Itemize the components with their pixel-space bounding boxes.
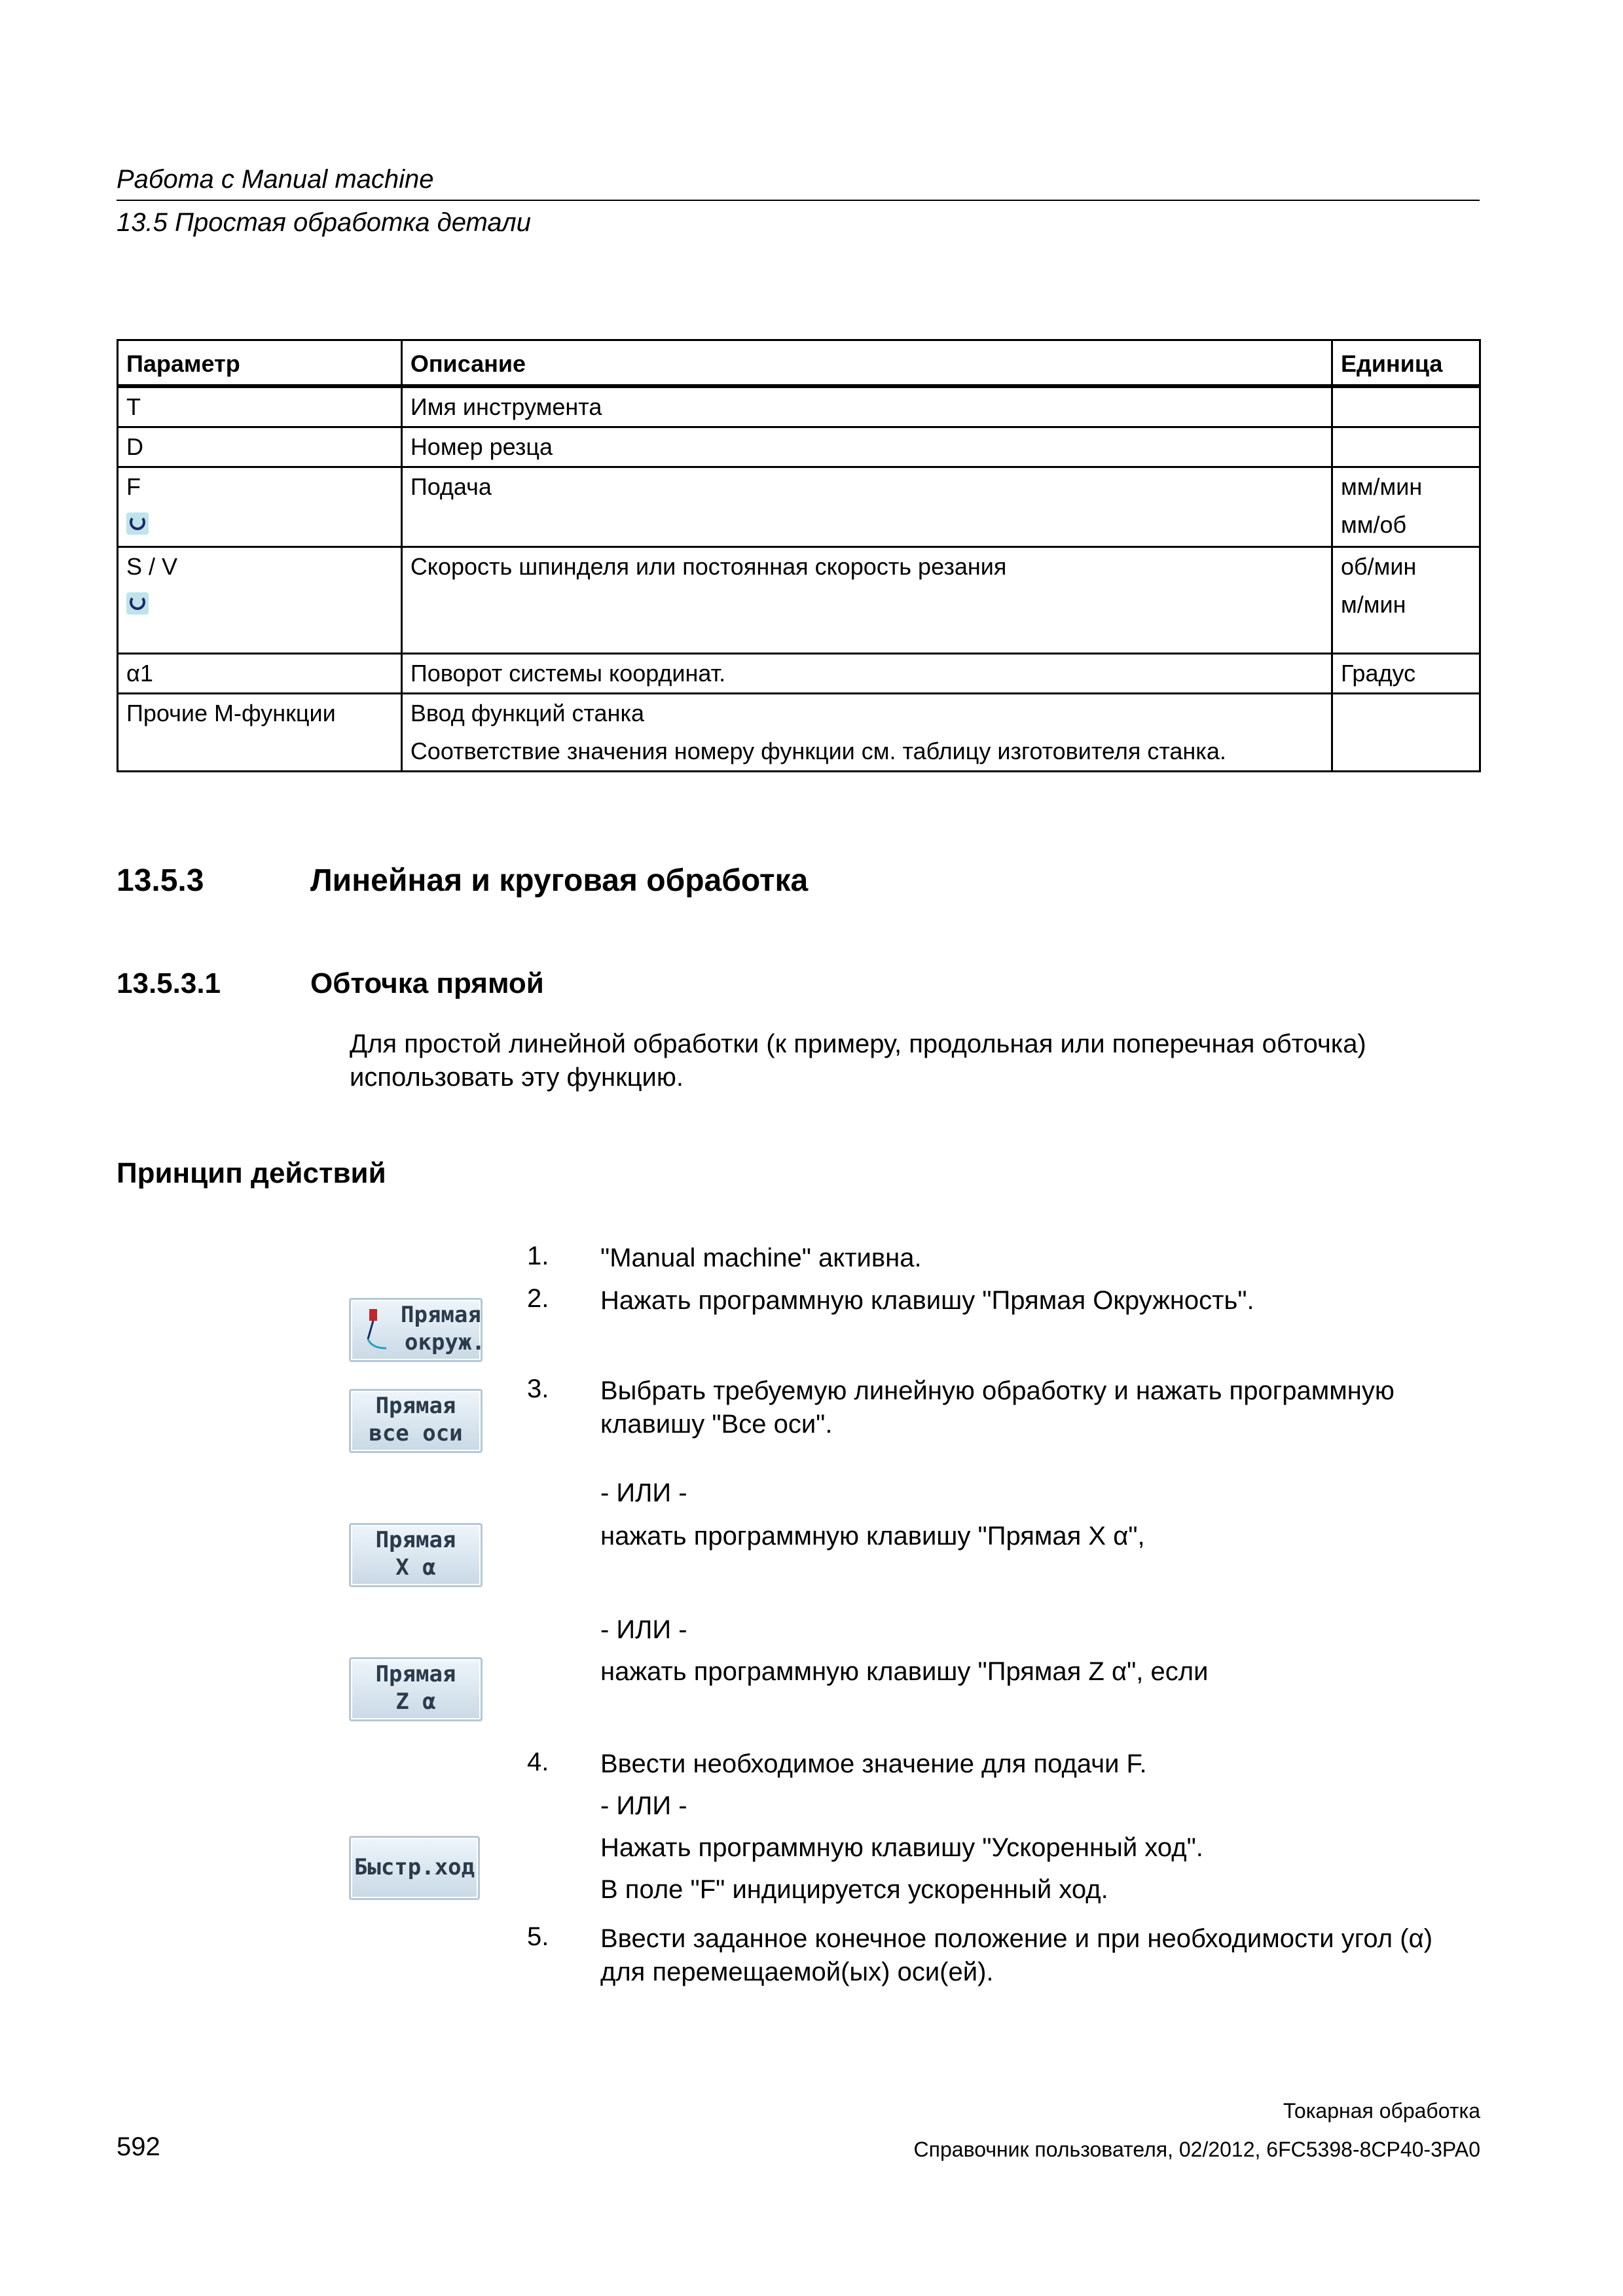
- param-cell: [118, 467, 402, 547]
- desc-line: Ввод функций станка: [410, 700, 645, 726]
- principle-heading: Принцип действий: [117, 1157, 386, 1189]
- step-text: "Manual machine" активна.: [600, 1244, 922, 1272]
- param-cell: Прочие М-функции: [118, 694, 402, 772]
- rapid-traverse-softkey[interactable]: [349, 1836, 480, 1900]
- step-number: 2.: [527, 1284, 549, 1313]
- softkey-label: Прямая: [375, 1661, 456, 1687]
- desc-cell: [401, 694, 1332, 772]
- intro-paragraph: Для простой линейной обработки (к примеру, продольная или поперечная обточка) использовать эту функцию.: [350, 1030, 1366, 1092]
- unit-value: мм/мин: [1340, 473, 1423, 500]
- table-row: [118, 467, 1480, 547]
- unit-value: мм/об: [1340, 511, 1407, 538]
- param-cell: [118, 547, 402, 654]
- unit-value: об/мин: [1340, 553, 1417, 580]
- parameter-table: [117, 339, 1481, 772]
- step-text: нажать программную клавишу "Прямая X α",: [600, 1522, 1145, 1551]
- or-text: - ИЛИ -: [600, 1479, 687, 1507]
- straight-circle-softkey[interactable]: [349, 1298, 483, 1362]
- chapter-header: Работа с Manual machine: [117, 165, 434, 194]
- softkey-label: Прямая: [401, 1302, 481, 1328]
- section-header: 13.5 Простая обработка детали: [117, 208, 531, 237]
- softkey-label: Быстр.ход: [354, 1854, 475, 1880]
- step-text: нажать программную клавишу "Прямая Z α", если: [600, 1657, 1209, 1686]
- param-cell: α1: [118, 654, 402, 694]
- unit-cell: [1332, 467, 1480, 547]
- step-text: В поле "F" индицируется ускоренный ход.: [600, 1875, 1108, 1904]
- subsection-heading: [117, 967, 544, 1000]
- unit-cell: [1332, 547, 1480, 654]
- or-text: - ИЛИ -: [600, 1791, 687, 1820]
- footer-book-title: Токарная обработка: [1283, 2099, 1480, 2123]
- column-header: Единица: [1332, 340, 1480, 387]
- toggle-icon: [126, 592, 149, 615]
- step-number: 1.: [527, 1242, 549, 1270]
- table-row: [118, 427, 1480, 467]
- softkey-label: Z α: [395, 1689, 436, 1715]
- page-number: 592: [117, 2132, 160, 2161]
- softkey-label: Прямая: [375, 1393, 456, 1419]
- step-text: Ввести заданное конечное положение и при необходимости угол (α) для перемещаемой(ых) оси(ей).: [600, 1924, 1433, 1986]
- desc-line: Соответствие значения номеру функции см. таблицу изготовителя станка.: [410, 738, 1226, 764]
- param-label: S / V: [126, 553, 178, 580]
- softkey-label: все оси: [369, 1420, 463, 1446]
- table-row: [118, 547, 1480, 654]
- tool-path-icon: [360, 1306, 390, 1352]
- softkey-label: X α: [395, 1554, 436, 1581]
- desc-cell: Номер резца: [401, 427, 1332, 467]
- step-number: 4.: [527, 1748, 549, 1776]
- step-number: 3.: [527, 1374, 549, 1403]
- straight-all-axes-softkey[interactable]: [349, 1389, 483, 1453]
- unit-cell: [1332, 386, 1480, 427]
- or-text: - ИЛИ -: [600, 1615, 687, 1644]
- param-label: F: [126, 473, 141, 500]
- step-number: 5.: [527, 1922, 549, 1951]
- subsection-number: 13.5.3.1: [117, 967, 221, 999]
- step-text: Ввести необходимое значение для подачи F.: [600, 1749, 1147, 1778]
- desc-cell: Скорость шпинделя или постоянная скорость резания: [401, 547, 1332, 654]
- unit-cell: [1332, 694, 1480, 772]
- step-text: Нажать программную клавишу "Прямая Окружность".: [600, 1286, 1254, 1315]
- param-cell: T: [118, 386, 402, 427]
- table-row: [118, 694, 1480, 772]
- header-rule: [117, 200, 1480, 201]
- step-text: Выбрать требуемую линейную обработку и нажать программную клавишу "Все оси".: [600, 1376, 1395, 1439]
- desc-cell: Имя инструмента: [401, 386, 1332, 427]
- unit-cell: Градус: [1332, 654, 1480, 694]
- section-number: 13.5.3: [117, 863, 204, 898]
- table-row: [118, 386, 1480, 427]
- desc-cell: Поворот системы координат.: [401, 654, 1332, 694]
- unit-value: м/мин: [1340, 591, 1406, 618]
- step-text: Нажать программную клавишу "Ускоренный ход".: [600, 1833, 1203, 1862]
- section-title: Линейная и круговая обработка: [310, 863, 809, 898]
- section-heading: [117, 863, 808, 899]
- softkey-label: окруж.: [405, 1329, 485, 1355]
- table-row: [118, 654, 1480, 694]
- toggle-icon: [126, 512, 149, 535]
- straight-z-alpha-softkey[interactable]: [349, 1657, 483, 1721]
- footer-manual-id: Справочник пользователя, 02/2012, 6FC5398-8CP40-3PA0: [913, 2138, 1480, 2161]
- column-header: Параметр: [118, 340, 402, 387]
- softkey-label: Прямая: [375, 1527, 456, 1553]
- desc-cell: Подача: [401, 467, 1332, 547]
- subsection-title: Обточка прямой: [310, 967, 544, 999]
- column-header: Описание: [401, 340, 1332, 387]
- straight-x-alpha-softkey[interactable]: [349, 1523, 483, 1587]
- param-cell: D: [118, 427, 402, 467]
- table-header-row: [118, 340, 1480, 387]
- unit-cell: [1332, 427, 1480, 467]
